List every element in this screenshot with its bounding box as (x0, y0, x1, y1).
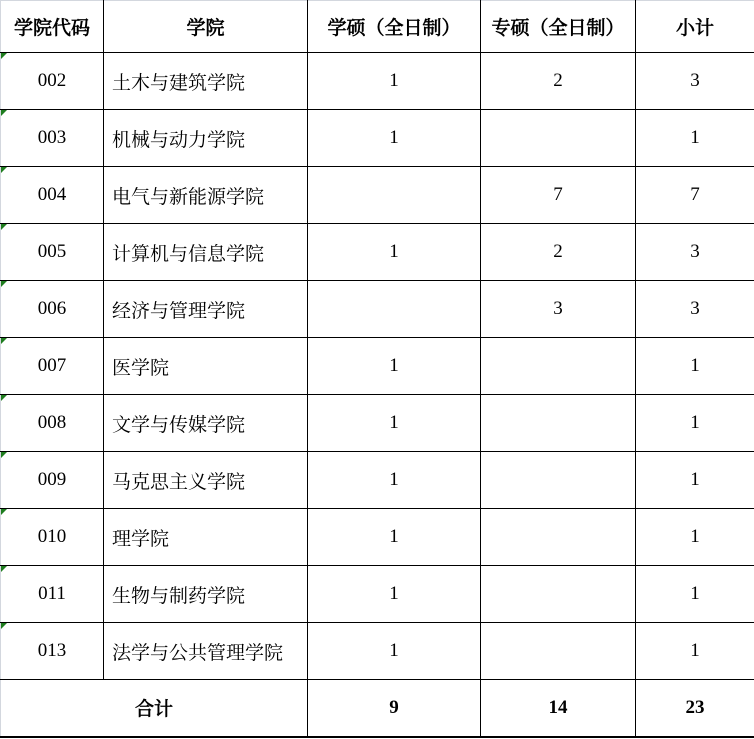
total-subtotal-cell: 23 (636, 680, 754, 737)
error-indicator-icon (1, 110, 7, 116)
college-cell: 法学与公共管理学院 (104, 623, 308, 680)
table-row (1, 110, 754, 167)
college-code: 002 (37, 70, 67, 91)
academic-count-cell: 1 (308, 395, 481, 452)
header-subtotal: 小计 (636, 1, 754, 53)
professional-count-cell: 3 (481, 281, 636, 338)
college-cell: 文学与传媒学院 (104, 395, 308, 452)
code-cell (1, 224, 104, 281)
header-academic-masters: 学硕（全日制） (308, 1, 481, 53)
college-code: 011 (38, 583, 66, 604)
academic-count-cell: 1 (308, 509, 481, 566)
professional-count-cell (481, 623, 636, 680)
table-row (1, 566, 754, 623)
subtotal-cell: 1 (636, 509, 754, 566)
subtotal-cell: 1 (636, 395, 754, 452)
professional-count-cell: 2 (481, 53, 636, 110)
professional-count-cell: 7 (481, 167, 636, 224)
code-cell (1, 281, 104, 338)
college-code: 008 (37, 412, 67, 433)
header-college-code: 学院代码 (1, 1, 104, 53)
college-code: 003 (37, 127, 67, 148)
table-row (1, 395, 754, 452)
error-indicator-icon (1, 167, 7, 173)
subtotal-cell: 3 (636, 53, 754, 110)
table-row (1, 452, 754, 509)
academic-count-cell: 1 (308, 566, 481, 623)
header-college: 学院 (104, 1, 308, 53)
code-cell (1, 167, 104, 224)
table-row (1, 53, 754, 110)
code-cell (1, 395, 104, 452)
professional-count-cell: 2 (481, 224, 636, 281)
college-cell: 计算机与信息学院 (104, 224, 308, 281)
table-row (1, 167, 754, 224)
academic-count-cell: 1 (308, 110, 481, 167)
code-cell (1, 566, 104, 623)
error-indicator-icon (1, 509, 7, 515)
error-indicator-icon (1, 224, 7, 230)
table-header-row (1, 1, 754, 53)
professional-count-cell (481, 509, 636, 566)
total-professional-cell: 14 (481, 680, 636, 737)
code-cell (1, 110, 104, 167)
error-indicator-icon (1, 338, 7, 344)
subtotal-cell: 7 (636, 167, 754, 224)
college-code: 010 (37, 526, 67, 547)
college-cell: 电气与新能源学院 (104, 167, 308, 224)
professional-count-cell (481, 452, 636, 509)
academic-count-cell: 1 (308, 53, 481, 110)
academic-count-cell: 1 (308, 224, 481, 281)
college-code: 006 (37, 298, 67, 319)
college-cell: 机械与动力学院 (104, 110, 308, 167)
academic-count-cell: 1 (308, 338, 481, 395)
academic-count-cell: 1 (308, 452, 481, 509)
college-cell: 土木与建筑学院 (104, 53, 308, 110)
subtotal-cell: 3 (636, 281, 754, 338)
college-code: 007 (37, 355, 67, 376)
college-code: 005 (37, 241, 67, 262)
code-cell (1, 623, 104, 680)
professional-count-cell (481, 566, 636, 623)
error-indicator-icon (1, 53, 7, 59)
college-code: 009 (37, 469, 67, 490)
code-cell (1, 53, 104, 110)
college-cell: 理学院 (104, 509, 308, 566)
error-indicator-icon (1, 566, 7, 572)
error-indicator-icon (1, 452, 7, 458)
professional-count-cell (481, 110, 636, 167)
academic-count-cell (308, 281, 481, 338)
table-total-row (1, 680, 754, 737)
subtotal-cell: 3 (636, 224, 754, 281)
table-row (1, 281, 754, 338)
college-cell: 经济与管理学院 (104, 281, 308, 338)
subtotal-cell: 1 (636, 110, 754, 167)
subtotal-cell: 1 (636, 338, 754, 395)
college-code: 013 (37, 640, 67, 661)
code-cell (1, 452, 104, 509)
error-indicator-icon (1, 395, 7, 401)
error-indicator-icon (1, 281, 7, 287)
header-professional-masters: 专硕（全日制） (481, 1, 636, 53)
college-code: 004 (37, 184, 67, 205)
subtotal-cell: 1 (636, 452, 754, 509)
subtotal-cell: 1 (636, 623, 754, 680)
academic-count-cell: 1 (308, 623, 481, 680)
college-cell: 生物与制药学院 (104, 566, 308, 623)
code-cell (1, 509, 104, 566)
total-label-cell: 合计 (1, 680, 308, 737)
table-row (1, 338, 754, 395)
error-indicator-icon (1, 623, 7, 629)
table-row (1, 623, 754, 680)
professional-count-cell (481, 338, 636, 395)
college-cell: 马克思主义学院 (104, 452, 308, 509)
table-row (1, 509, 754, 566)
table-row (1, 224, 754, 281)
code-cell (1, 338, 104, 395)
subtotal-cell: 1 (636, 566, 754, 623)
college-cell: 医学院 (104, 338, 308, 395)
professional-count-cell (481, 395, 636, 452)
total-academic-cell: 9 (308, 680, 481, 737)
academic-count-cell (308, 167, 481, 224)
